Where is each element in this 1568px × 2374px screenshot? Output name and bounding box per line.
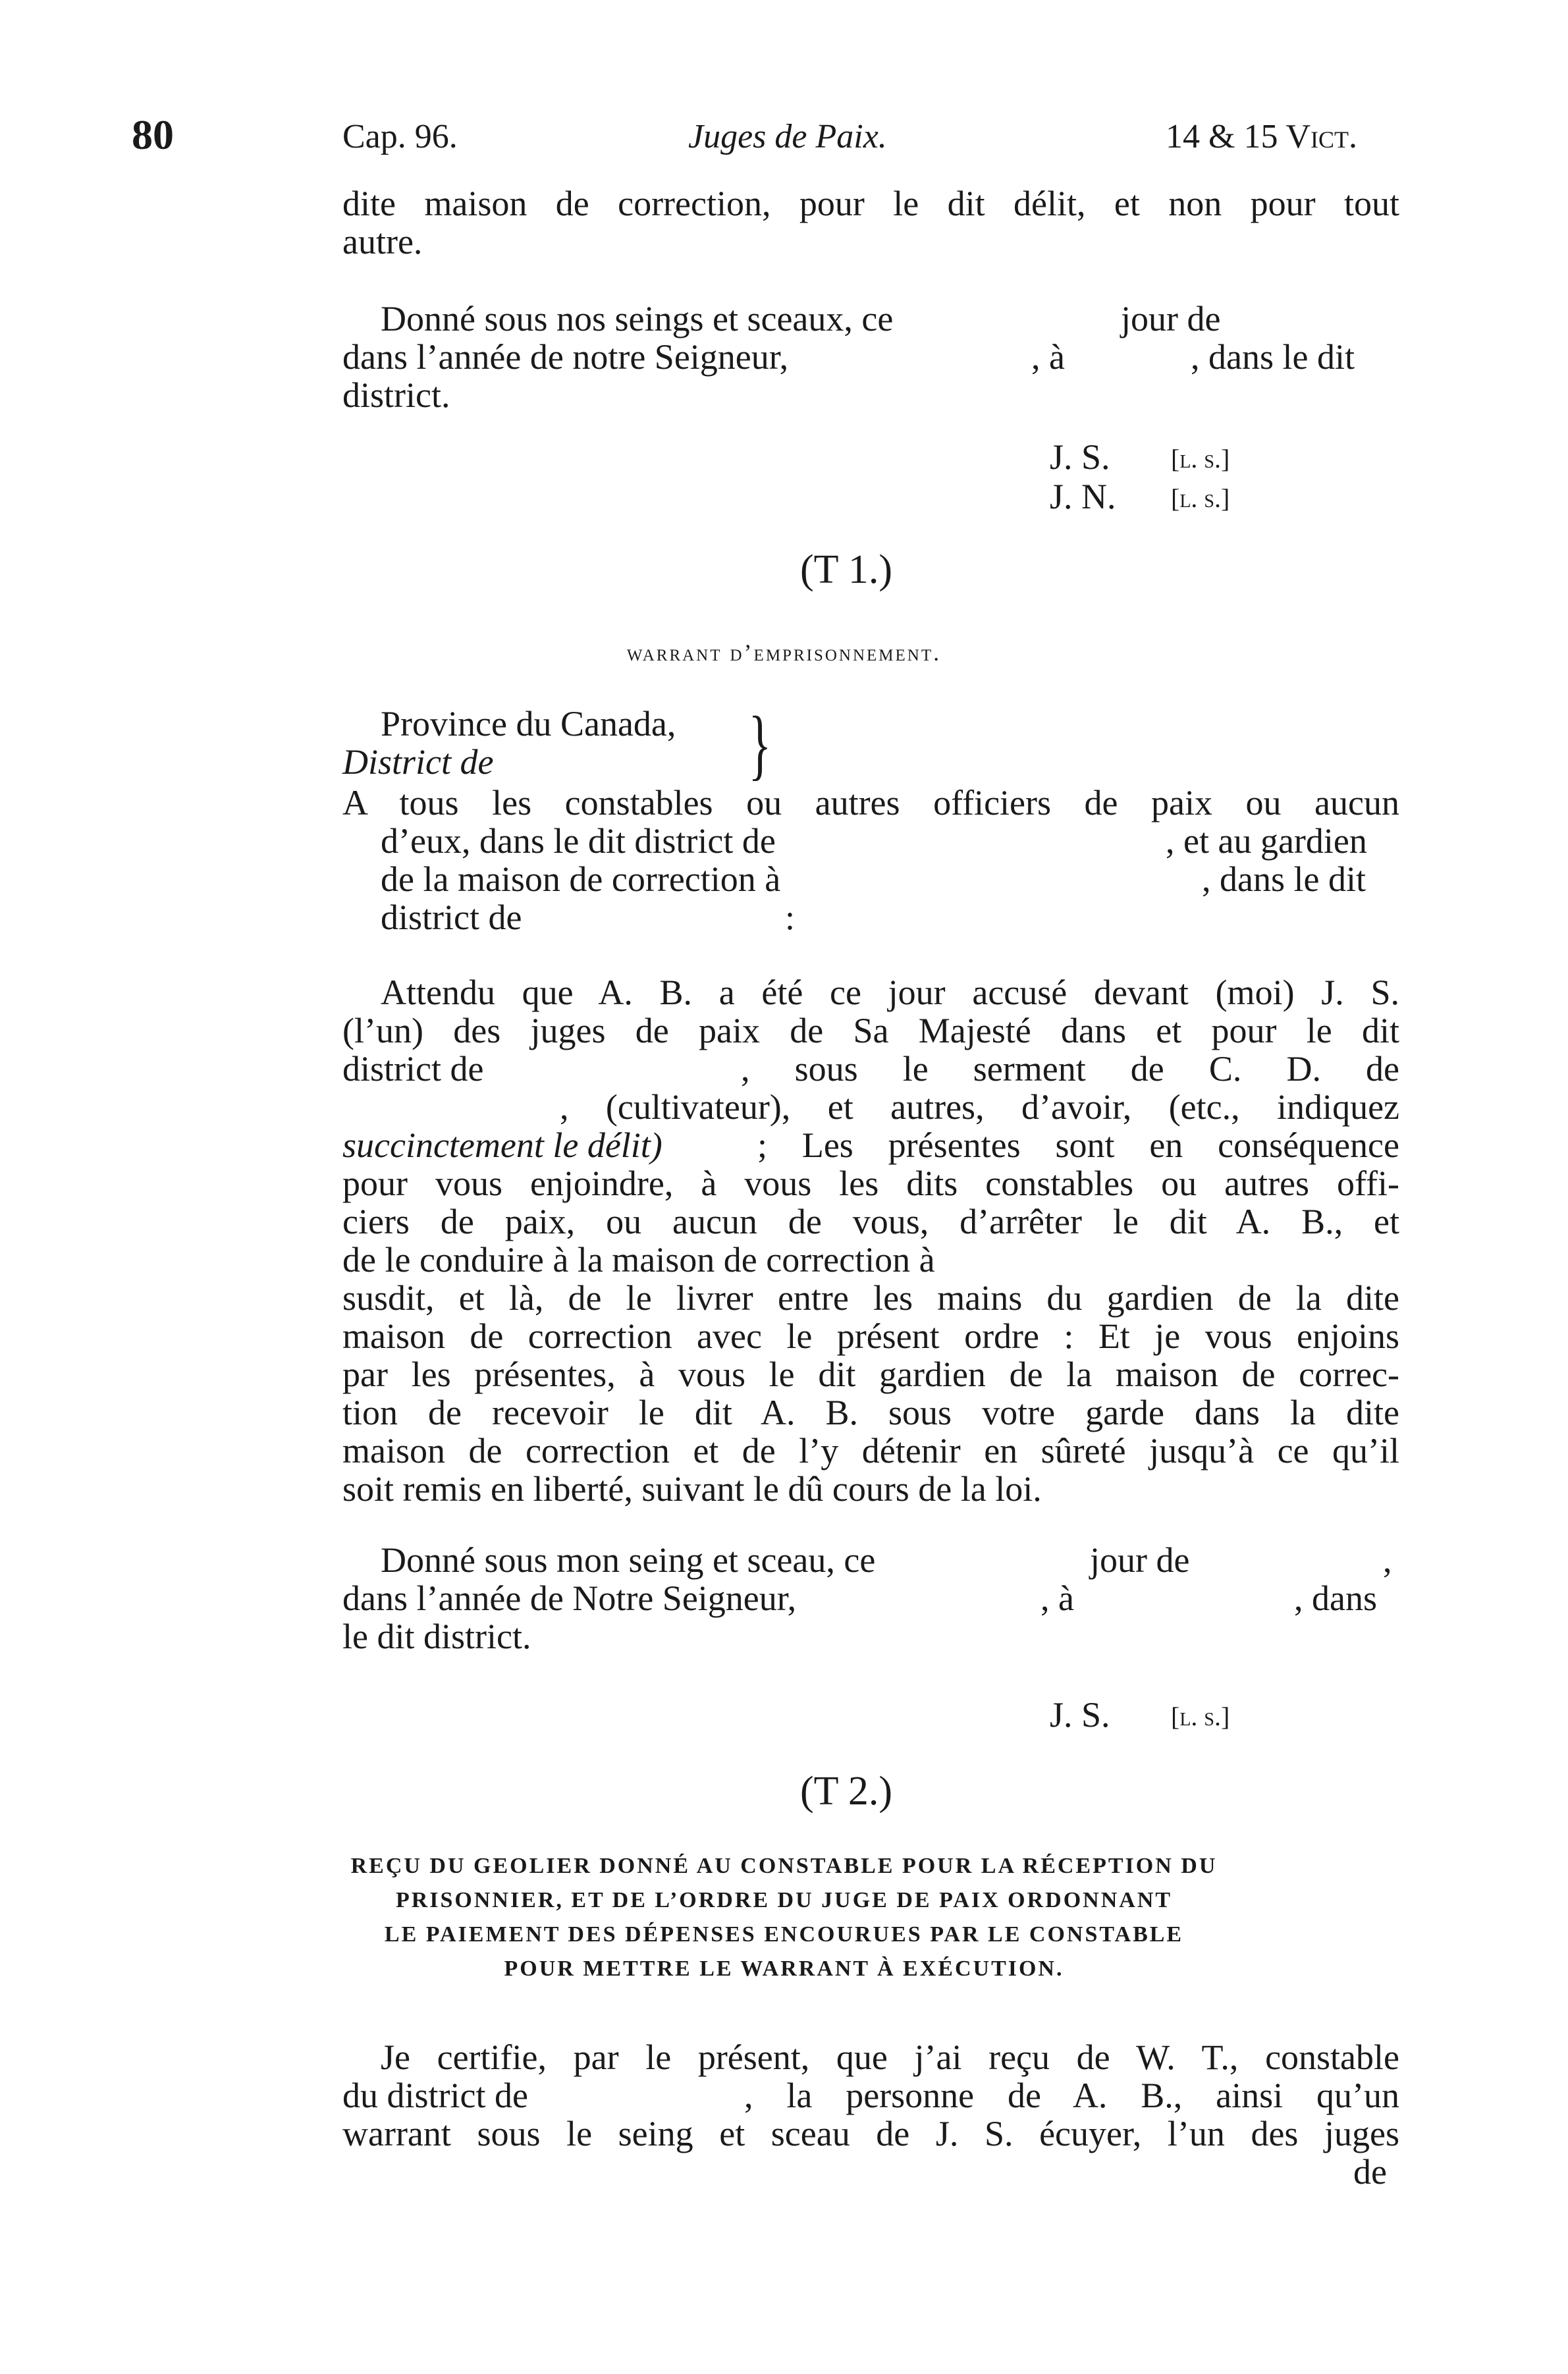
chapter-number: Cap. 96. <box>342 118 458 155</box>
form-t1-body-line-8: de le conduire à la maison de correction à <box>342 1240 935 1280</box>
catchword: de <box>1353 2152 1387 2192</box>
given-1-line-2c: , dans le dit <box>1191 337 1355 377</box>
given-1-line-3: district. <box>342 375 450 415</box>
signature-1-initials: J. S. <box>1050 437 1110 477</box>
regnal-year: 14 & 15 Vict. <box>1166 118 1358 155</box>
form-t1-body-line-14: soit remis en liberté, suivant le dû cours de la loi. <box>342 1469 1042 1509</box>
running-title: Juges de Paix. <box>688 118 887 155</box>
signature-1-seal: [l. s.] <box>1171 444 1230 473</box>
form-t2-heading-line-3: LE PAIEMENT DES DÉPENSES ENCOURUES PAR LE CONSTABLE <box>384 1922 1184 1947</box>
form-t1-body-line-7: ciers de paix, ou aucun de vous, d’arrêter le dit A. B., et <box>342 1202 1399 1241</box>
form-t1-address-line-4a: district de <box>381 898 522 937</box>
form-t1-body-line-12: tion de recevoir le dit A. B. sous votre garde dans la dite <box>342 1393 1399 1432</box>
signature-2-initials: J. N. <box>1050 477 1116 516</box>
form-t1-body-line-1: Attendu que A. B. a été ce jour accusé devant (moi) J. S. <box>381 973 1399 1012</box>
form-t1-address-line-2b: , et au gardien <box>1166 821 1367 861</box>
form-t2-label: (T 2.) <box>800 1769 893 1814</box>
form-t1-given-line-1a: Donné sous mon seing et sceau, ce <box>381 1540 876 1580</box>
intro-line-2: autre. <box>342 222 423 261</box>
form-t2-heading-line-2: PRISONNIER, ET DE L’ORDRE DU JUGE DE PAIX ORDONNANT <box>395 1888 1173 1912</box>
given-1-line-1a: Donné sous nos seings et sceaux, ce <box>381 299 894 338</box>
intro-line-1: dite maison de correction, pour le dit délit, et non pour tout <box>342 184 1399 223</box>
form-t1-body-line-13: maison de correction et de l’y détenir en sûreté jusqu’à ce qu’il <box>342 1431 1399 1470</box>
form-t1-signature-seal: [l. s.] <box>1171 1702 1230 1731</box>
form-t1-body-line-4: , (cultivateur), et autres, d’avoir, (etc., indiquez <box>560 1087 1399 1127</box>
form-t1-given-line-2c: , dans <box>1294 1578 1377 1618</box>
form-t1-body-line-11: par les présentes, à vous le dit gardien de la maison de correc- <box>342 1355 1399 1394</box>
form-t2-heading-line-4: POUR METTRE LE WARRANT À EXÉCUTION. <box>504 1956 1064 1981</box>
form-t1-district: District de <box>342 742 494 782</box>
form-t1-label: (T 1.) <box>800 547 893 592</box>
form-t1-body-line-2: (l’un) des juges de paix de Sa Majesté dans et pour le dit <box>342 1011 1399 1050</box>
form-t2-body-line-2a: du district de <box>342 2076 528 2115</box>
form-t2-body-line-1: Je certifie, par le présent, que j’ai reçu de W. T., constable <box>381 2037 1399 2077</box>
form-t1-address-line-3a: de la maison de correction à <box>381 859 781 899</box>
form-t1-address-line-2a: d’eux, dans le dit district de <box>381 821 776 861</box>
form-t2-heading-line-1: REÇU DU GEOLIER DONNÉ AU CONSTABLE POUR LA RÉCEPTION DU <box>350 1854 1218 1878</box>
form-t1-body-line-6: pour vous enjoindre, à vous les dits constables ou autres offi- <box>342 1164 1399 1203</box>
form-t1-given-line-2b: , à <box>1041 1578 1074 1618</box>
form-t1-address-line-4b: : <box>785 898 796 937</box>
given-1-line-2a: dans l’année de notre Seigneur, <box>342 337 789 377</box>
signature-2-seal: [l. s.] <box>1171 483 1230 513</box>
form-t1-body-line-5a: succinctement le délit) <box>342 1125 662 1165</box>
form-t1-heading: warrant d’emprisonnement. <box>626 639 942 666</box>
form-t1-body-line-5b: ; Les présentes sont en conséquence <box>757 1125 1399 1165</box>
form-t1-given-line-1c: , <box>1383 1540 1392 1580</box>
form-t1-body-line-3a: district de <box>342 1049 484 1089</box>
form-t2-body-line-3: warrant sous le seing et sceau de J. S. écuyer, l’un des juges <box>342 2114 1399 2153</box>
form-t1-body-line-10: maison de correction avec le présent ordre : Et je vous enjoins <box>342 1316 1399 1356</box>
form-t1-signature-initials: J. S. <box>1050 1695 1110 1735</box>
form-t1-given-line-2a: dans l’année de Notre Seigneur, <box>342 1578 797 1618</box>
form-t1-body-line-9: susdit, et là, de le livrer entre les mains du gardien de la dite <box>342 1278 1399 1318</box>
form-t1-given-line-3: le dit district. <box>342 1617 531 1656</box>
given-1-line-2b: , à <box>1031 337 1065 377</box>
form-t1-address-line-1: A tous les constables ou autres officiers de paix ou aucun <box>342 783 1399 823</box>
form-t1-province: Province du Canada, <box>381 704 676 743</box>
form-t1-body-line-3b: , sous le serment de C. D. de <box>741 1049 1399 1089</box>
form-t1-given-line-1b: jour de <box>1090 1540 1190 1580</box>
page-number: 80 <box>132 111 174 158</box>
form-t1-address-line-3b: , dans le dit <box>1202 859 1366 899</box>
form-t2-body-line-2b: , la personne de A. B., ainsi qu’un <box>744 2076 1399 2115</box>
brace-icon: } <box>748 700 772 788</box>
given-1-line-1b: jour de <box>1121 299 1221 338</box>
